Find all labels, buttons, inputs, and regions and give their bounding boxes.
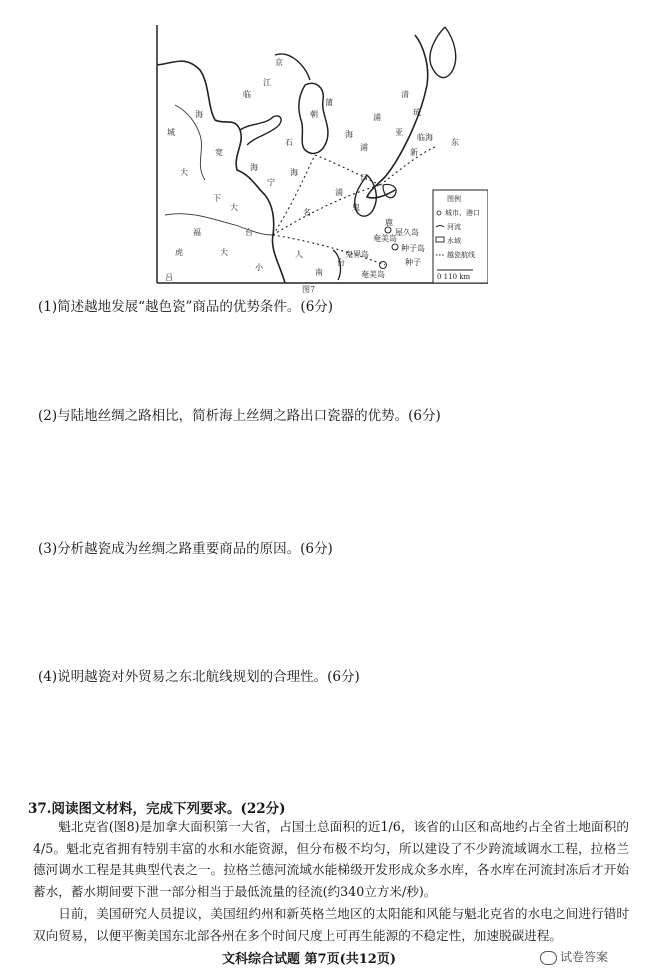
river (165, 214, 273, 235)
map-label: 小 (255, 263, 263, 272)
map-label: 种子岛 (401, 244, 425, 253)
map-label: 浦 (373, 113, 381, 122)
map-label: 临海 (417, 133, 433, 142)
map-label: 奄美岛 (361, 270, 385, 279)
map-label: 鬼 (352, 203, 360, 212)
map-label: 大 (220, 248, 228, 257)
map-label: 吕 (165, 273, 173, 282)
legend-scale: 0 110 km (437, 273, 471, 281)
legend-item: 水域 (447, 237, 461, 245)
question-37-title: 37.阅读图文材料，完成下列要求。(22分) (28, 801, 286, 817)
question-2: (2)与陆地丝绸之路相比，简析海上丝绸之路出口瓷器的优势。(6分) (38, 408, 441, 424)
map-label: 江 (263, 78, 271, 87)
map-label: 宽 (215, 148, 223, 157)
map-label: 福 (193, 228, 201, 237)
map-label: 宁 (267, 178, 275, 187)
map-label: 海 (195, 110, 203, 119)
map-label: 鬼界岛 (345, 250, 369, 259)
map-label: 临 (243, 90, 251, 99)
map-label: 屋久岛 (395, 228, 419, 237)
map-label: 日 (360, 173, 368, 182)
map-label: 亚 (395, 128, 403, 137)
question-4: (4)说明越瓷对外贸易之东北航线规划的合理性。(6分) (38, 669, 360, 685)
porcelain-route (273, 155, 315, 235)
wechat-icon (540, 951, 557, 965)
japan-hokkaido (430, 27, 456, 78)
question-1: (1)简述越地发展“越色瓷”商品的优势条件。(6分) (38, 299, 334, 315)
map-label: 台 (337, 258, 345, 267)
map-figure (155, 25, 488, 285)
watermark (540, 948, 608, 965)
map-label: 城 (167, 128, 175, 137)
map-label: 南 (315, 268, 323, 277)
map-label: 蒲 (325, 98, 333, 107)
question-3: (3)分析越瓷成为丝绸之路重要商品的原因。(6分) (38, 541, 333, 557)
map-legend (433, 190, 488, 283)
map-label: 人 (295, 250, 303, 259)
page-footer: 文科综合试题 第7页(共12页) (222, 952, 396, 967)
trade-route-map (155, 25, 488, 285)
map-label: 海 (345, 130, 353, 139)
porcelain-route (273, 185, 380, 235)
map-label: 种子 (405, 258, 421, 267)
map-label: 海 (290, 168, 298, 177)
map-label: 奄美岛 (373, 234, 397, 243)
question-37-paragraph-2: 日前，美国研究人员提议，美国纽约州和新英格兰地区的太阳能和风能与魁北克省的水电之间进行错时双向贸易，以便平衡美国东北部各州在多个时间尺度上可再生能源的不稳定性，加速脱碳进程。 (33, 906, 629, 943)
legend-item: 城市、港口 (445, 209, 480, 217)
map-label: 浦 (360, 143, 368, 152)
map-label: 鹿 (385, 218, 393, 227)
map-label: 海 (250, 163, 258, 172)
figure-caption: 图7 (302, 285, 316, 294)
legend-item: 越瓷航线 (447, 251, 475, 259)
map-label: 京 (275, 58, 283, 67)
porcelain-route (315, 155, 380, 185)
peninsula-shandong (240, 116, 281, 145)
map-label: 大 (180, 168, 188, 177)
question-37-paragraph-1: 魁北克省(图8)是加拿大面积第一大省，占国土总面积的近1/6，该省的山区和高地约占全省土地面积的4/5。魁北克省拥有特别丰富的水和水能资源，但分布极不均匀，所以建设了不少跨流域调水工程，拉格兰德河调水工程是其典型代表之一。拉格兰德河流域水能梯级开发形成众多水库，各水库在河流封冻后才开始蓄水，蓄水期间要下泄一部分相当于最低流量的径流(约340立方米/秒)。 (33, 819, 629, 899)
map-label: 朝 (310, 110, 318, 119)
map-label: 石 (285, 138, 293, 147)
map-label: 名 (303, 208, 311, 217)
legend-title: 图例 (447, 195, 461, 203)
map-label: 琉 (413, 108, 421, 117)
map-label: 新 (410, 148, 418, 157)
map-label: 大 (230, 203, 238, 212)
map-label: 东 (451, 138, 459, 147)
legend-item: 河流 (447, 223, 461, 231)
map-label: 浦 (335, 188, 343, 197)
porcelain-route (380, 147, 435, 185)
watermark-text: 试卷答案 (560, 950, 609, 964)
map-label: 下 (213, 194, 221, 203)
map-label: 清 (401, 90, 409, 99)
map-label: 虎 (175, 248, 183, 257)
map-label: 台 (245, 228, 253, 237)
